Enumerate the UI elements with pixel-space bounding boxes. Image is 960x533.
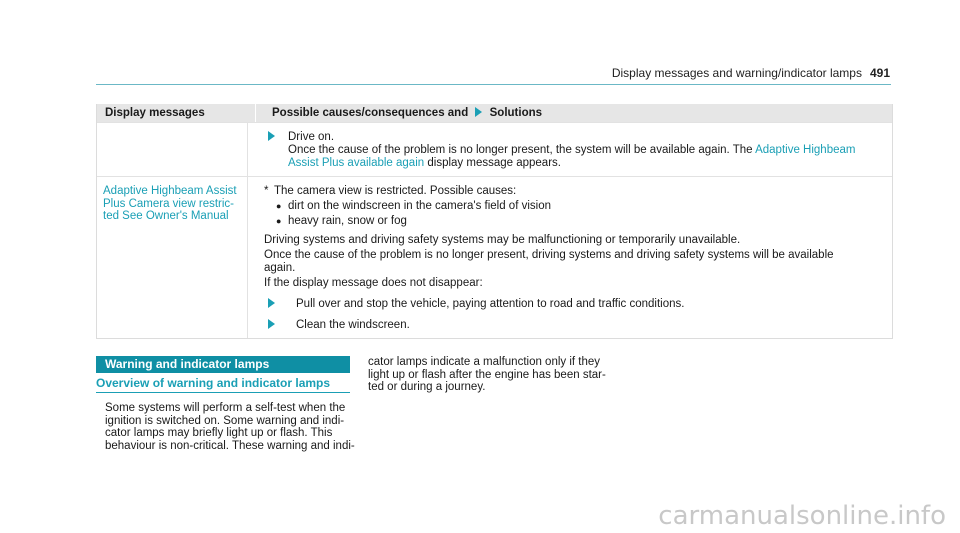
- paragraph: If the display message does not disappear:: [264, 277, 483, 289]
- message-cell: [97, 177, 247, 338]
- body-line: behaviour is non-critical. These warning and indi-: [105, 439, 355, 452]
- step-title: Drive on.: [288, 131, 335, 143]
- paragraph-line: again.: [264, 262, 296, 274]
- col-header-solutions-label: Solutions: [489, 107, 543, 119]
- table-row: [97, 176, 892, 338]
- header-divider: [96, 84, 891, 85]
- running-header-title: Display messages and warning/indicator lamps: [611, 66, 862, 80]
- running-header: [612, 66, 890, 80]
- triangle-right-icon: [268, 319, 275, 329]
- body-line: ignition is switched on. Some warning and indi-: [105, 414, 345, 427]
- step-text: Clean the windscreen.: [296, 319, 410, 331]
- body-line: ted or during a journey.: [368, 381, 486, 393]
- solution-step: [256, 131, 884, 170]
- bullet-icon: ●: [276, 216, 282, 226]
- causes-cell: [247, 177, 892, 338]
- step-text: Once the cause of the problem is no longer present, the system will be available again. The: [288, 144, 753, 156]
- page-number: 491: [869, 66, 890, 80]
- bullet-icon: ●: [276, 201, 282, 211]
- display-message-line: Adaptive Highbeam Assist: [103, 185, 237, 197]
- paragraph: Driving systems and driving safety systems may be malfunctioning or temporarily unavailable.: [264, 234, 741, 246]
- list-item: [276, 200, 884, 213]
- cause-intro: [264, 185, 884, 198]
- table-header: [97, 104, 892, 122]
- triangle-right-icon: [268, 131, 275, 141]
- triangle-right-icon: [475, 107, 482, 117]
- section-subtitle: Overview of warning and indicator lamps: [96, 376, 350, 393]
- solution-step: [268, 319, 884, 332]
- body-line: cator lamps may briefly light up or flash. This: [105, 427, 333, 439]
- message-cell-empty: [97, 123, 247, 176]
- body-line: light up or flash after the engine has been star-: [368, 368, 606, 381]
- cause-intro-text: The camera view is restricted. Possible causes:: [274, 185, 517, 197]
- col-header-causes: [255, 104, 892, 122]
- body-line: Some systems will perform a self-test when the: [105, 402, 346, 414]
- body-column-left: [105, 402, 355, 452]
- display-message-line: ted See Owner's Manual: [103, 210, 229, 222]
- step-text-end: display message appears.: [427, 157, 561, 169]
- table-row: [97, 122, 892, 176]
- triangle-right-icon: [268, 298, 275, 308]
- display-message-line: Plus Camera view restric-: [103, 197, 234, 210]
- display-message-ref: Adaptive Highbeam: [755, 144, 856, 156]
- list-item-text: heavy rain, snow or fog: [288, 215, 407, 227]
- section-title: Warning and indicator lamps: [96, 356, 350, 373]
- star-marker: *: [264, 185, 269, 197]
- watermark: carmanualsonline.info: [658, 501, 946, 531]
- display-message-ref: Assist Plus available again: [288, 157, 425, 169]
- paragraph-line: Once the cause of the problem is no longer present, driving systems and driving safety systems will be available: [264, 249, 834, 261]
- display-messages-table: [96, 104, 893, 339]
- body-column-right: [368, 356, 628, 394]
- body-line: cator lamps indicate a malfunction only if they: [368, 356, 601, 368]
- step-description: [288, 144, 884, 170]
- list-item-text: dirt on the windscreen in the camera's field of vision: [288, 200, 551, 212]
- list-item: [276, 215, 884, 228]
- step-text: Pull over and stop the vehicle, paying attention to road and traffic conditions.: [296, 298, 685, 310]
- col-header-display-messages: Display messages: [105, 107, 205, 119]
- col-header-causes-label: Possible causes/consequences and: [272, 107, 469, 119]
- paragraph: [264, 249, 884, 275]
- causes-cell: [247, 123, 892, 176]
- solution-step: [268, 298, 884, 311]
